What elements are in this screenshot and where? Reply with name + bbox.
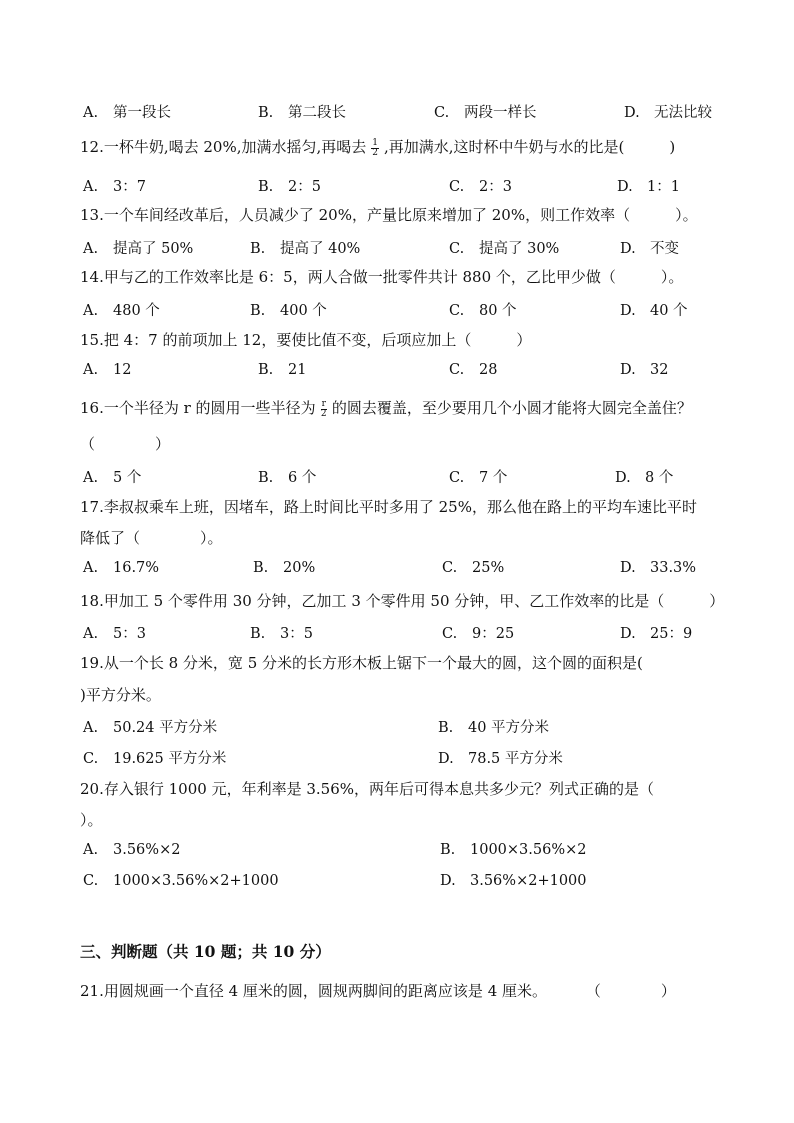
q19-option-d[interactable]: D. 78.5 平方分米 [438, 751, 563, 767]
q18-option-c[interactable]: C. 9：25 [442, 626, 515, 642]
q16-option-a[interactable]: A. 5 个 [83, 470, 142, 486]
q13-option-c[interactable]: C. 提高了 30% [449, 241, 560, 257]
q15-option-a[interactable]: A. 12 [83, 362, 132, 378]
q19-option-b[interactable]: B. 40 平方分米 [438, 720, 550, 736]
q13-option-d[interactable]: D. 不变 [620, 241, 679, 257]
q13-option-b[interactable]: B. 提高了 40% [250, 241, 361, 257]
q20-option-c[interactable]: C. 1000×3.56%×2+1000 [83, 873, 279, 889]
q19-question-line1: 19.从一个长 8 分米，宽 5 分米的长方形木板上锯下一个最大的圆，这个圆的面积是( [80, 654, 643, 672]
q20-options-row1 [83, 842, 733, 862]
fraction-r-over-2: $\frac{r}{2}$ [320, 398, 327, 419]
q18-option-d[interactable]: D. 25：9 [620, 626, 693, 642]
section-3-title: 三、判断题（共 10 题；共 10 分） [80, 942, 331, 961]
q11-option-d[interactable]: D. 无法比较 [624, 105, 712, 121]
q16-question: 16.一个半径为 r 的圆用一些半径为 $\frac{r}{2}$ 的圆去覆盖，至少要用几个小圆才能将大圆完全盖住？ [80, 398, 692, 419]
fraction-one-half: $\frac{1}{2}$ [372, 137, 379, 158]
q18-option-b[interactable]: B. 3：5 [250, 626, 313, 642]
q16-options [83, 466, 733, 486]
q17-option-c[interactable]: C. 25% [442, 560, 505, 576]
q16-option-c[interactable]: C. 7 个 [449, 470, 508, 486]
q12-question: 12.一杯牛奶,喝去 20%,加满水摇匀,再喝去 $\frac{1}{2}$ ,再加满水,这时杯中牛奶与水的比是( ) [80, 137, 676, 158]
q17-options [83, 560, 733, 580]
q19-question-line2: )平方分米。 [80, 686, 161, 704]
q19-option-c[interactable]: C. 19.625 平方分米 [83, 751, 227, 767]
q21-question: 21.用圆规画一个直径 4 厘米的圆，圆规两脚间的距离应该是 4 厘米。 （ ） [80, 982, 676, 1000]
q21-answer-blank[interactable]: （ ） [585, 982, 676, 1000]
q14-options [83, 299, 733, 319]
q16-option-b[interactable]: B. 6 个 [258, 470, 317, 486]
q11-option-b[interactable]: B. 第二段长 [258, 105, 346, 121]
q15-option-c[interactable]: C. 28 [449, 362, 498, 378]
q11-option-a[interactable]: A. 第一段长 [83, 105, 171, 121]
q18-question: 18.甲加工 5 个零件用 30 分钟，乙加工 3 个零件用 50 分钟，甲、乙工作效率的比是（ ） [80, 592, 725, 610]
q14-question: 14.甲与乙的工作效率比是 6：5，两人合做一批零件共计 880 个，乙比甲少做（ ）。 [80, 268, 684, 286]
q15-options [83, 362, 733, 382]
q12-option-a[interactable]: A. 3：7 [83, 179, 146, 195]
q13-question: 13.一个车间经改革后，人员减少了 20%，产量比原来增加了 20%，则工作效率（ ）。 [80, 206, 698, 224]
q20-question-line1: 20.存入银行 1000 元，年利率是 3.56%，两年后可得本息共多少元？列式正确的是（ [80, 780, 654, 798]
q16-answer-blank[interactable]: （ ） [80, 435, 171, 453]
q17-option-b[interactable]: B. 20% [253, 560, 316, 576]
q20-option-b[interactable]: B. 1000×3.56%×2 [440, 842, 587, 858]
q15-option-b[interactable]: B. 21 [258, 362, 307, 378]
q17-option-d[interactable]: D. 33.3% [620, 560, 697, 576]
q13-options [83, 237, 733, 257]
q18-option-a[interactable]: A. 5：3 [83, 626, 146, 642]
q19-options-row1 [83, 716, 733, 736]
q20-question-line2: ）。 [80, 811, 103, 829]
q14-option-b[interactable]: B. 400 个 [250, 303, 327, 319]
q20-option-d[interactable]: D. 3.56%×2+1000 [440, 873, 587, 889]
q14-option-a[interactable]: A. 480 个 [83, 303, 160, 319]
q14-option-d[interactable]: D. 40 个 [620, 303, 688, 319]
q16-option-d[interactable]: D. 8 个 [615, 470, 674, 486]
q14-option-c[interactable]: C. 80 个 [449, 303, 517, 319]
q15-question: 15.把 4：7 的前项加上 12，要使比值不变，后项应加上（ ） [80, 331, 532, 349]
q17-question-line2: 降低了（ ）。 [80, 529, 223, 547]
q20-options-row2 [83, 873, 733, 893]
q12-option-c[interactable]: C. 2：3 [449, 179, 512, 195]
q20-option-a[interactable]: A. 3.56%×2 [83, 842, 181, 858]
q12-option-b[interactable]: B. 2：5 [258, 179, 321, 195]
q11-option-c[interactable]: C. 两段一样长 [434, 105, 537, 121]
q11-options [83, 101, 733, 121]
q12-option-d[interactable]: D. 1：1 [617, 179, 680, 195]
q13-option-a[interactable]: A. 提高了 50% [83, 241, 194, 257]
q17-question-line1: 17.李叔叔乘车上班，因堵车，路上时间比平时多用了 25%，那么他在路上的平均车速比平时 [80, 498, 697, 516]
q18-options [83, 622, 733, 642]
q15-option-d[interactable]: D. 32 [620, 362, 669, 378]
q19-option-a[interactable]: A. 50.24 平方分米 [83, 720, 218, 736]
q17-option-a[interactable]: A. 16.7% [83, 560, 160, 576]
q19-options-row2 [83, 747, 733, 767]
q12-options [83, 175, 733, 195]
